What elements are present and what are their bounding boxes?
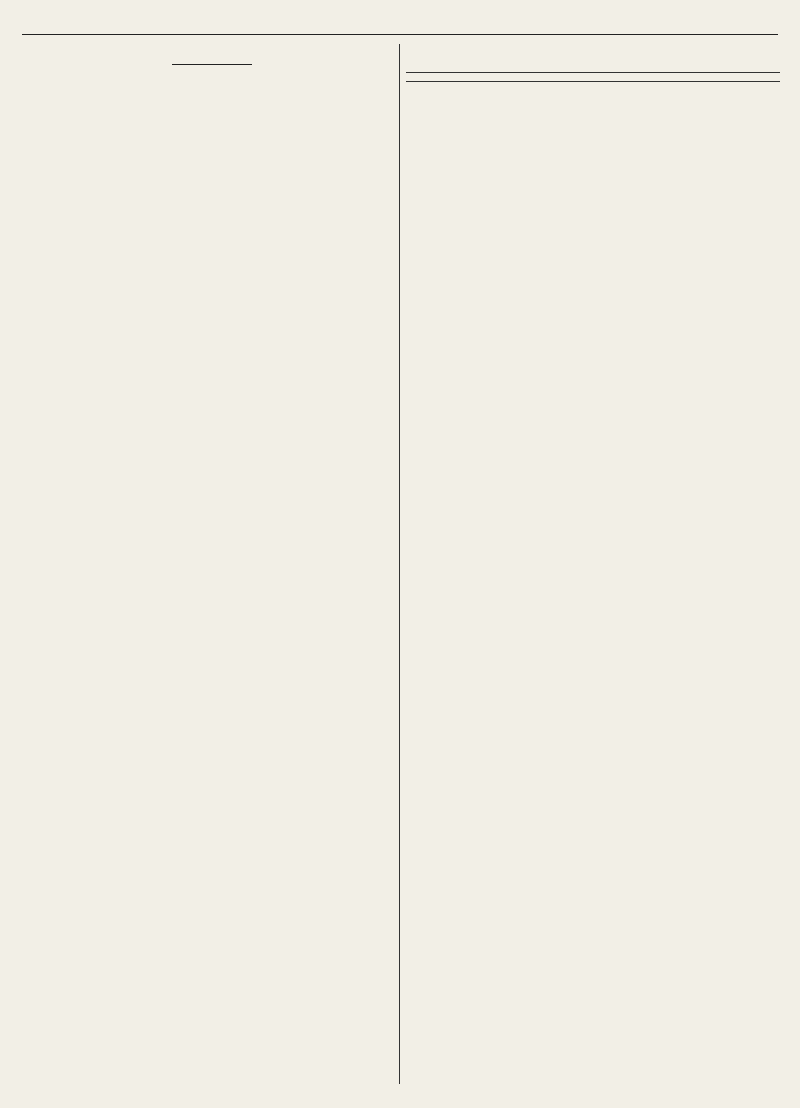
- footnote-rule-2: [406, 81, 780, 82]
- footnote-rule: [406, 72, 780, 73]
- page-header: [22, 8, 778, 35]
- right-column: [406, 44, 780, 96]
- end-rule: [172, 64, 252, 65]
- left-column: [22, 44, 392, 65]
- column-divider: [399, 44, 400, 1084]
